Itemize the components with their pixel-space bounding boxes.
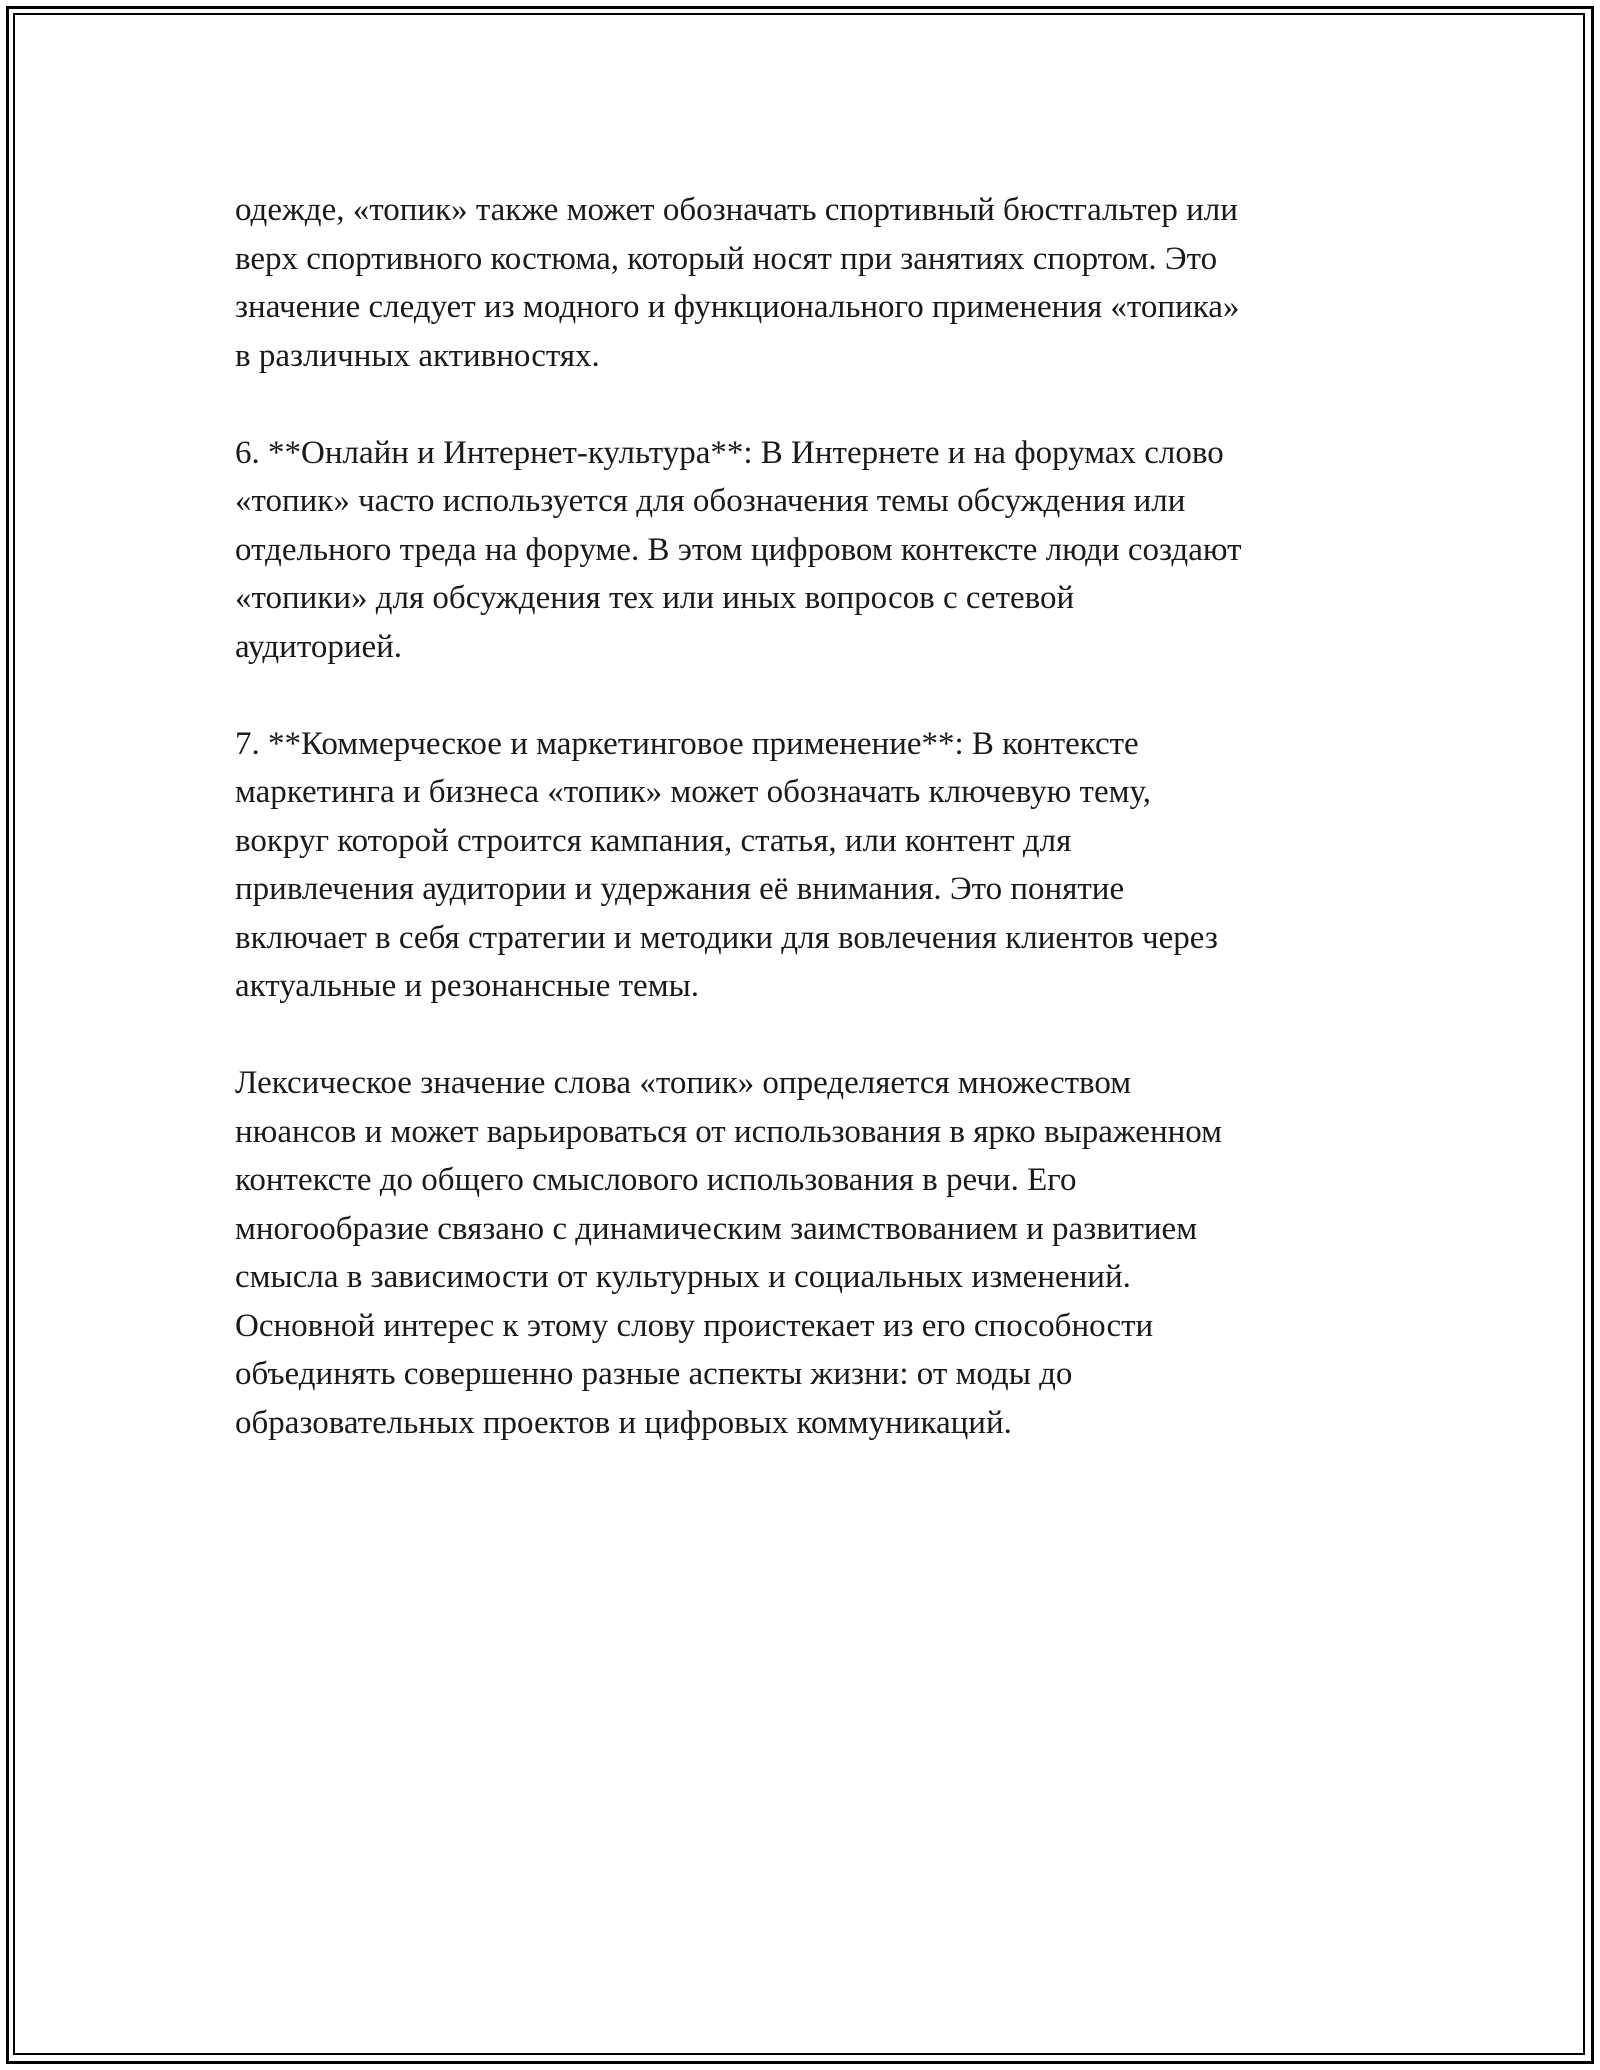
document-body bbox=[235, 186, 1375, 1447]
paragraph-online-culture: 6. **Онлайн и Интернет-культура**: В Интернете и на форумах слово «топик» часто используется для обозначения темы обсуждения или отдельного треда на форуме. В этом цифровом контексте люди создают «топики» для обсуждения тех или иных вопросов с сетевой аудиторией. bbox=[235, 434, 1242, 665]
paragraph-sportswear-meaning: одежде, «топик» также может обозначать спортивный бюстгальтер или верх спортивного костюма, который носят при занятиях спортом. Это значение следует из модного и функционального применения «топика» в различных активностях. bbox=[235, 192, 1240, 374]
paragraph-lexical-summary: Лексическое значение слова «топик» определяется множеством нюансов и может варьироваться от использования в ярко выраженном контексте до общего смыслового использования в речи. Его многообразие связано с динамическим заимствованием и развитием смысла в зависимости от культурных и социальных изменений. Основной интерес к этому слову проистекает из его способности объединять совершенно разные аспекты жизни: от моды до образовательных проектов и цифровых коммуникаций. bbox=[235, 1065, 1223, 1441]
paragraph-commercial-marketing: 7. **Коммерческое и маркетинговое применение**: В контексте маркетинга и бизнеса «топик» может обозначать ключевую тему, вокруг которой строится кампания, статья, или контент для привлечения аудитории и удержания её внимания. Это понятие включает в себя стратегии и методики для вовлечения клиентов через актуальные и резонансные темы. bbox=[235, 725, 1218, 1004]
